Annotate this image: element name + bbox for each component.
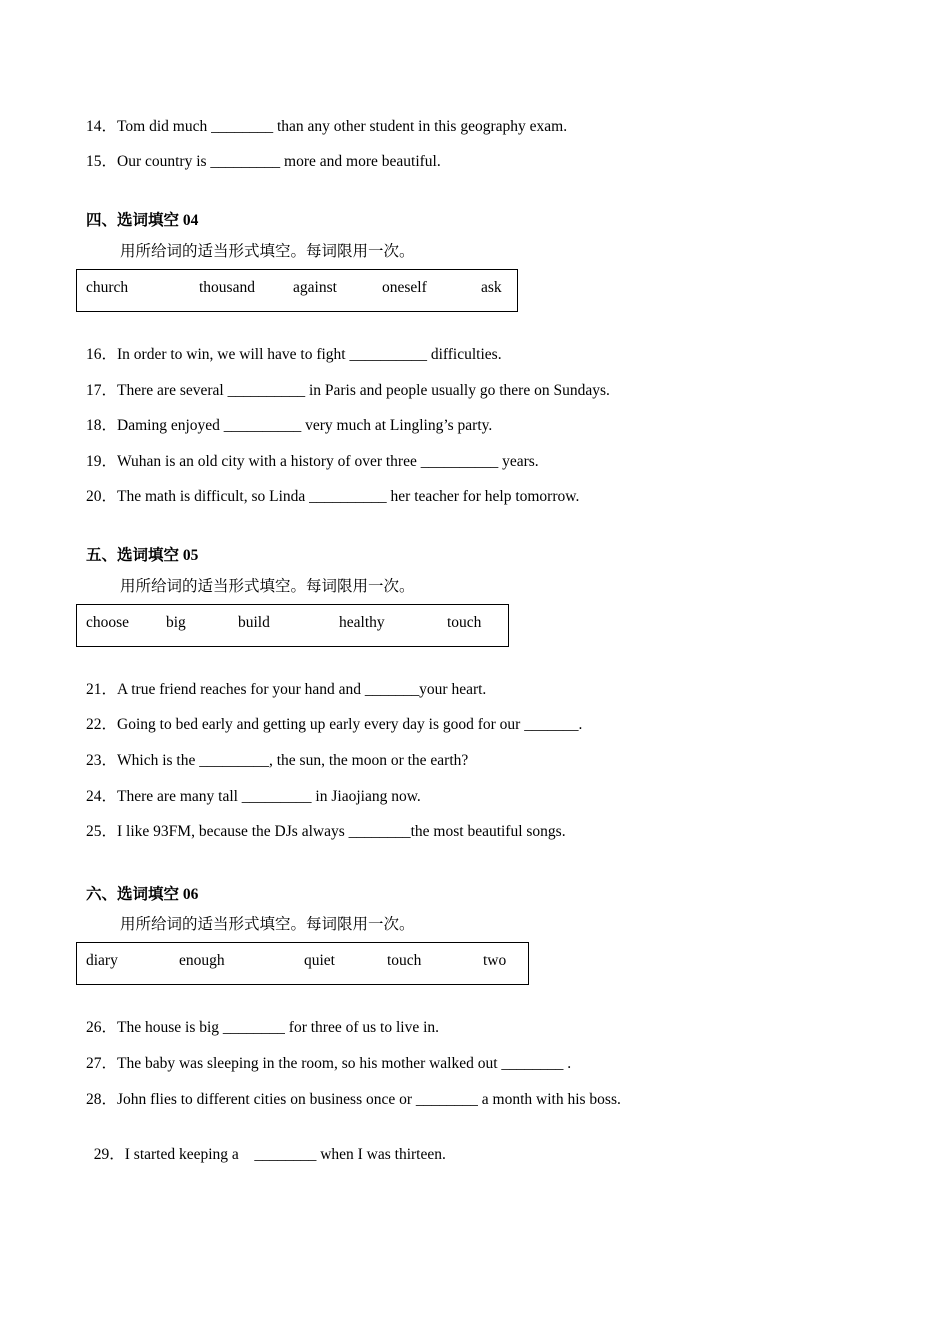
question-text: The house is big ________ for three of us to live in. bbox=[117, 1019, 440, 1036]
question-17 bbox=[86, 381, 610, 401]
question-21 bbox=[86, 680, 486, 700]
question-25 bbox=[86, 822, 566, 842]
word-bank-item: choose bbox=[86, 614, 130, 631]
question-number: 19． bbox=[86, 453, 118, 470]
word-bank-item: church bbox=[86, 279, 129, 296]
section-4-word-box bbox=[76, 269, 518, 312]
word-bank-item: build bbox=[238, 614, 270, 631]
question-text: John flies to different cities on business once or ________ a month with his boss. bbox=[117, 1091, 621, 1108]
section-6-instruction: 用所给词的适当形式填空。每词限用一次。 bbox=[120, 916, 415, 933]
word-bank-item: oneself bbox=[382, 279, 427, 296]
word-bank-item: diary bbox=[86, 952, 118, 969]
question-number: 24． bbox=[86, 788, 118, 805]
question-text: There are several __________ in Paris and people usually go there on Sundays. bbox=[117, 382, 610, 399]
word-bank-item: two bbox=[483, 952, 507, 969]
question-number: 28． bbox=[86, 1091, 118, 1108]
question-number: 20． bbox=[86, 488, 118, 505]
question-29 bbox=[86, 1125, 446, 1165]
question-number: 18． bbox=[86, 417, 118, 434]
question-28 bbox=[86, 1090, 621, 1110]
word-bank-item: touch bbox=[387, 952, 422, 969]
word-bank-item: thousand bbox=[199, 279, 255, 296]
word-bank-item: healthy bbox=[339, 614, 385, 631]
question-number: 23． bbox=[86, 752, 118, 769]
question-text: In order to win, we will have to fight __________ difficulties. bbox=[117, 346, 502, 363]
question-18 bbox=[86, 416, 492, 436]
question-number: 14． bbox=[86, 118, 118, 135]
question-text: Going to bed early and getting up early every day is good for our _______. bbox=[117, 716, 583, 733]
section-4-heading: 四、选词填空 04 bbox=[86, 212, 199, 229]
question-number: 29． bbox=[93, 1146, 125, 1163]
question-text: The baby was sleeping in the room, so his mother walked out ________ . bbox=[117, 1055, 572, 1072]
question-15 bbox=[86, 152, 441, 172]
question-text: I like 93FM, because the DJs always ________the most beautiful songs. bbox=[117, 823, 566, 840]
section-4-instruction: 用所给词的适当形式填空。每词限用一次。 bbox=[120, 243, 415, 260]
question-text: Wuhan is an old city with a history of over three __________ years. bbox=[117, 453, 539, 470]
word-bank-item: touch bbox=[447, 614, 482, 631]
question-27 bbox=[86, 1054, 571, 1074]
question-text: A true friend reaches for your hand and _______your heart. bbox=[117, 681, 487, 698]
question-20 bbox=[86, 487, 579, 507]
question-number: 15． bbox=[86, 153, 118, 170]
question-14 bbox=[86, 117, 567, 137]
question-16 bbox=[86, 345, 502, 365]
question-23 bbox=[86, 751, 468, 771]
section-6-heading: 六、选词填空 06 bbox=[86, 886, 199, 903]
word-bank-item: enough bbox=[179, 952, 225, 969]
question-24 bbox=[86, 787, 421, 807]
question-text: Daming enjoyed __________ very much at Lingling’s party. bbox=[117, 417, 493, 434]
question-number: 17． bbox=[86, 382, 118, 399]
question-text: There are many tall _________ in Jiaojiang now. bbox=[117, 788, 421, 805]
question-26 bbox=[86, 1018, 439, 1038]
word-bank-item: ask bbox=[481, 279, 502, 296]
question-number: 16． bbox=[86, 346, 118, 363]
question-text: Tom did much ________ than any other student in this geography exam. bbox=[117, 118, 568, 135]
section-5-word-box bbox=[76, 604, 509, 647]
question-number: 21． bbox=[86, 681, 118, 698]
question-number: 27． bbox=[86, 1055, 118, 1072]
section-5-instruction: 用所给词的适当形式填空。每词限用一次。 bbox=[120, 578, 415, 595]
question-text: I started keeping a ________ when I was thirteen. bbox=[124, 1146, 446, 1163]
section-6-word-box bbox=[76, 942, 529, 985]
question-number: 22． bbox=[86, 716, 118, 733]
question-text: Which is the _________, the sun, the moon or the earth? bbox=[117, 752, 469, 769]
word-bank-item: against bbox=[293, 279, 337, 296]
question-text: Our country is _________ more and more beautiful. bbox=[117, 153, 441, 170]
question-number: 25． bbox=[86, 823, 118, 840]
question-22 bbox=[86, 715, 582, 735]
word-bank-item: big bbox=[166, 614, 186, 631]
question-number: 26． bbox=[86, 1019, 118, 1036]
question-text: The math is difficult, so Linda __________ her teacher for help tomorrow. bbox=[117, 488, 580, 505]
question-19 bbox=[86, 452, 539, 472]
section-5-heading: 五、选词填空 05 bbox=[86, 547, 199, 564]
word-bank-item: quiet bbox=[304, 952, 335, 969]
